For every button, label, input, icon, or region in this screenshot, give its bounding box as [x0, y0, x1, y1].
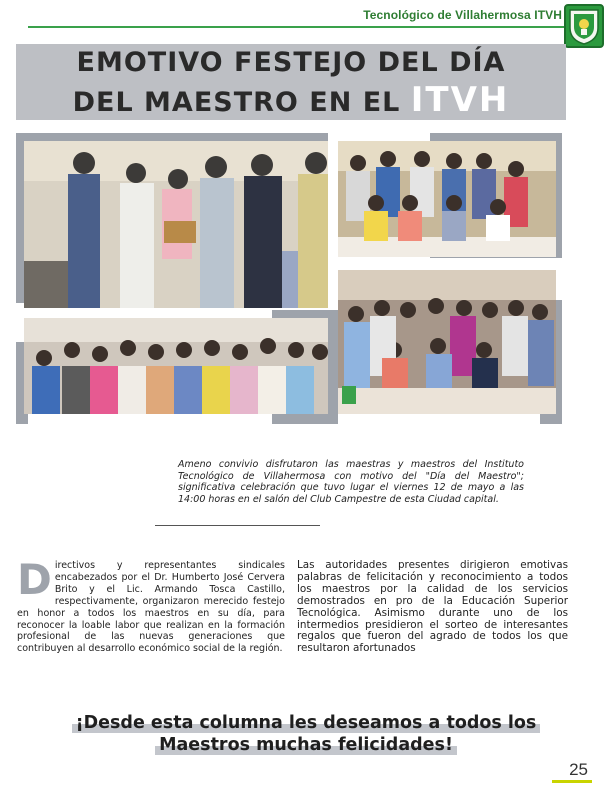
page-number: 25 — [569, 760, 588, 779]
caption-rule — [155, 525, 320, 526]
itvh-shield-icon — [564, 4, 604, 48]
group-photo-table-icon — [338, 141, 556, 257]
publication-header: Tecnológico de Villahermosa ITVH — [363, 8, 562, 22]
group-photo-award-icon — [24, 141, 328, 308]
group-photo-teachers-icon — [24, 318, 328, 414]
closing-message-line-2 — [16, 734, 596, 756]
group-photo-club-icon — [338, 270, 556, 414]
page-number-rule — [552, 780, 592, 783]
page-title-line-2 — [16, 80, 566, 120]
photo-caption: Ameno convivio disfrutaron las maestras y maestros del Instituto Tecnológico de Villahermosa con motivo del "Día del Maestro"; significativa celebración que tuvo lugar el viernes 12 de mayo a las 14:00 horas en el salón del Club Campestre de esta Ciudad capital. — [178, 459, 524, 505]
page-title-line-2-text: DEL MAESTRO EN EL — [72, 87, 401, 118]
closing-message-line-1-text: ¡Desde esta columna les deseamos a todos los — [72, 713, 541, 733]
closing-message-line-1 — [16, 712, 596, 734]
closing-message-line-2-text: Maestros muchas felicidades! — [155, 735, 457, 755]
page-title-accent: ITVH — [410, 80, 510, 120]
header-rule — [28, 26, 566, 28]
article-column-1-text: irectivos y representantes sindicales encabezados por el Dr. Humberto José Cervera Brito y el Lic. Armando Tosca Castillo, respectivamente, organizaron merecido festejo en honor a todos los maestros en su día, para reconocer la loable labor que realizan en la formación profesional de las nuevas generaciones que contribuyen al desarrollo económico social de la región. — [17, 560, 285, 655]
drop-cap: D — [17, 555, 52, 604]
article-column-1 — [17, 555, 285, 655]
article-column-2: Las autoridades presentes dirigieron emotivas palabras de felicitación y reconocimiento a todos los maestros por la calidad de los servicios demostrados en pro de la Educación Superior Tecnológica. Asimismo durante uno de los intermedios presidieron el sorteo de interesantes regalos que fueron del agrado de todos los que resultaron afortunados — [297, 559, 568, 655]
page-title-line-1: EMOTIVO FESTEJO DEL DÍA — [76, 47, 506, 78]
